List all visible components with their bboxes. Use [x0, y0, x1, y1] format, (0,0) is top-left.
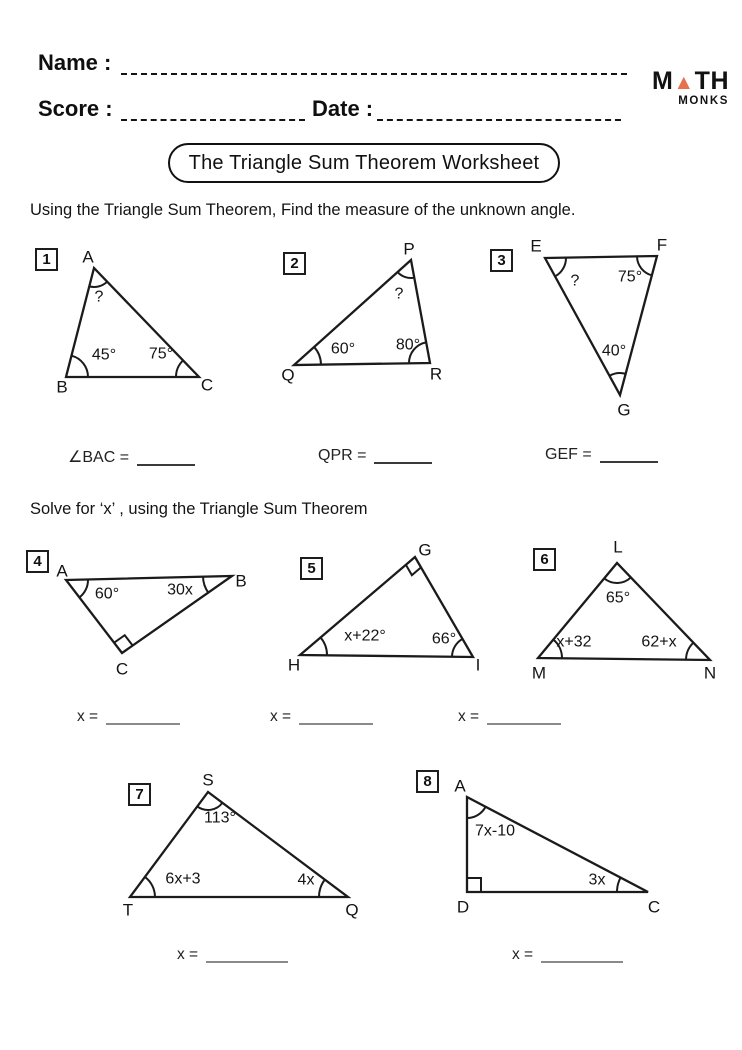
answer-line-qpr	[318, 447, 432, 465]
angle-value-label: x+22°	[344, 627, 386, 645]
angle-value-label: 30x	[167, 581, 193, 599]
answer-blank	[137, 464, 195, 466]
problem-number-box-6: 6	[533, 548, 556, 571]
answer-blank	[374, 462, 432, 464]
angle-value-label: 66°	[431, 630, 457, 648]
problem-6-figure	[532, 538, 716, 683]
angle-value-label: 7x-10	[474, 822, 516, 840]
answer-blank	[487, 723, 561, 725]
vertex-label-S: S	[202, 770, 214, 790]
logo-text-suffix: TH	[694, 67, 729, 95]
logo-text-prefix: M	[652, 67, 674, 95]
problem-7-figure	[123, 771, 359, 920]
answer-blank	[541, 961, 623, 963]
problem-number-box-8: 8	[416, 770, 439, 793]
angle-value-label: 60°	[330, 340, 356, 358]
vertex-label-A: A	[56, 561, 68, 581]
answer-label: QPR =	[318, 447, 367, 464]
answer-label: x =	[270, 708, 292, 725]
angle-arc	[319, 880, 325, 897]
problem-number-box-1: 1	[35, 248, 58, 271]
triangle-outline	[130, 792, 348, 897]
vertex-label-P: P	[403, 239, 415, 259]
angle-value-label: 75°	[617, 268, 643, 286]
angle-value-label: 40°	[601, 342, 627, 360]
answer-blank	[106, 723, 180, 725]
answer-line-x8	[512, 946, 623, 964]
vertex-label-L: L	[613, 537, 623, 557]
answer-line-x6	[458, 708, 561, 726]
answer-blank	[600, 461, 658, 463]
angle-value-label: x+32	[556, 633, 592, 651]
vertex-label-M: M	[531, 663, 547, 683]
angle-value-label: 6x+3	[165, 870, 201, 888]
vertex-label-Q: Q	[281, 365, 295, 385]
answer-label: x =	[458, 708, 480, 725]
answer-label: ∠BAC =	[68, 449, 130, 466]
angle-arc	[398, 272, 415, 278]
answer-label: GEF =	[545, 446, 592, 463]
problem-number-box-2: 2	[283, 252, 306, 275]
angle-arc	[79, 579, 88, 597]
problem-1-figure	[56, 248, 213, 397]
triangle-outline	[467, 797, 648, 892]
vertex-label-D: D	[456, 897, 470, 917]
angle-arc	[604, 577, 631, 583]
problem-8-figure	[454, 777, 660, 917]
angle-value-label: ?	[570, 272, 580, 290]
angle-arc	[176, 360, 183, 377]
vertex-label-T: T	[122, 900, 134, 920]
angle-arc	[555, 258, 566, 277]
angle-value-label: ?	[394, 285, 404, 303]
vertex-label-R: R	[429, 364, 443, 384]
answer-blank	[206, 961, 288, 963]
angle-value-label: 80°	[395, 336, 421, 354]
angle-arc	[71, 356, 88, 377]
problem-number-box-3: 3	[490, 249, 513, 272]
vertex-label-E: E	[530, 236, 542, 256]
answer-label: x =	[177, 946, 199, 963]
angle-value-label: 75°	[148, 345, 174, 363]
answer-label: x =	[512, 946, 534, 963]
angle-arc	[145, 877, 155, 897]
answer-line-x5	[270, 708, 373, 726]
vertex-label-B: B	[56, 377, 68, 397]
problem-3-figure	[530, 236, 667, 420]
vertex-label-H: H	[287, 655, 301, 675]
angle-arc	[617, 878, 621, 892]
angle-value-label: 45°	[91, 346, 117, 364]
section1-instruction: Using the Triangle Sum Theorem, Find the measure of the unknown angle.	[30, 201, 576, 219]
date-label: Date :	[312, 96, 374, 121]
angle-arc	[314, 347, 321, 365]
angle-arc	[609, 373, 625, 376]
triangle-outline	[66, 268, 199, 377]
right-angle-marker	[467, 878, 481, 892]
angle-value-label: 65°	[605, 589, 631, 607]
vertex-label-G: G	[418, 540, 432, 560]
right-angle-marker	[114, 635, 133, 645]
vertex-label-C: C	[647, 897, 661, 917]
answer-line-x7	[177, 946, 288, 964]
vertex-label-I: I	[475, 655, 481, 675]
angle-value-label: 4x	[297, 871, 315, 889]
logo-triangle-icon: ▲	[673, 71, 695, 94]
vertex-label-F: F	[656, 235, 668, 255]
vertex-label-G: G	[617, 400, 631, 420]
problem-number-box-7: 7	[128, 783, 151, 806]
answer-line-gef	[545, 446, 658, 464]
vertex-label-Q: Q	[345, 900, 359, 920]
answer-line-bac	[68, 447, 195, 467]
name-label: Name :	[38, 50, 112, 75]
vertex-label-A: A	[454, 776, 466, 796]
angle-value-label: 3x	[588, 871, 606, 889]
angle-arc	[89, 282, 107, 287]
triangle-outline	[66, 576, 232, 653]
angle-arc	[321, 637, 327, 655]
problem-4-figure	[56, 562, 246, 679]
angle-value-label: 113°	[204, 809, 236, 827]
right-angle-marker	[406, 565, 421, 575]
angle-arc	[467, 807, 486, 818]
angle-value-label: 60°	[94, 585, 120, 603]
worksheet-title: The Triangle Sum Theorem Worksheet	[168, 143, 560, 183]
vertex-label-C: C	[200, 375, 214, 395]
answer-label: x =	[77, 708, 99, 725]
problem-number-box-4: 4	[26, 550, 49, 573]
angle-value-label: ?	[94, 288, 104, 306]
angle-value-label: 62+x	[641, 633, 677, 651]
vertex-label-C: C	[115, 659, 129, 679]
angle-arc	[203, 577, 208, 593]
score-label: Score :	[38, 96, 113, 121]
answer-line-x4	[77, 708, 180, 726]
angle-arc	[686, 643, 693, 660]
problem-number-box-5: 5	[300, 557, 323, 580]
vertex-label-N: N	[703, 663, 717, 683]
vertex-label-A: A	[82, 247, 94, 267]
answer-blank	[299, 723, 373, 725]
section2-instruction: Solve for ‘x’ , using the Triangle Sum Theorem	[30, 500, 368, 518]
logo-subtitle: MONKS	[678, 95, 729, 107]
vertex-label-B: B	[235, 571, 247, 591]
